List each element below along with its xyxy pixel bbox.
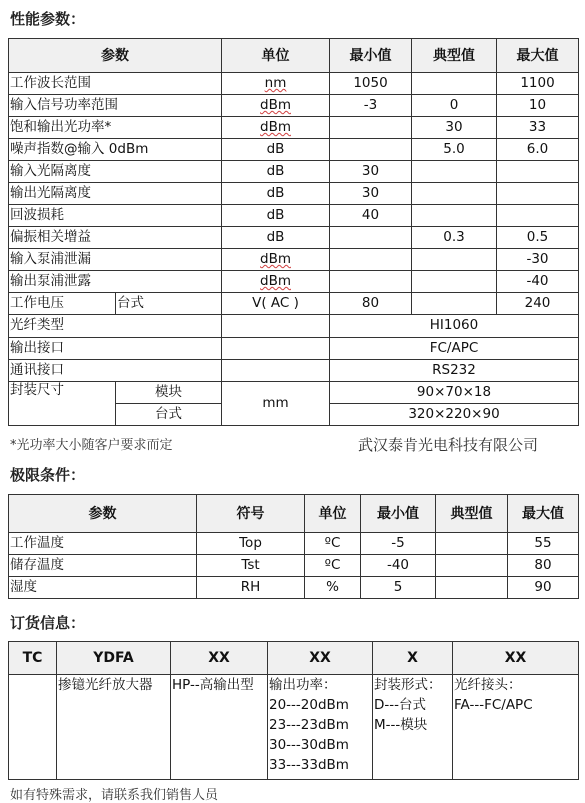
performance-typ: 0 [412,95,497,117]
performance-param: 输入信号功率范围 [9,95,222,117]
performance-param: 回波损耗 [9,205,222,227]
header-min: 最小值 [330,39,412,73]
limits-unit: % [305,577,361,599]
comm-port-row [9,360,579,382]
performance-max: 33 [497,117,579,139]
performance-typ [412,183,497,205]
package-row-module [9,382,579,404]
performance-min [330,227,412,249]
limits-typ [436,577,508,599]
comm-port-value: RS232 [330,360,579,382]
limits-table [8,494,579,599]
ordering-header-row [9,642,579,675]
ordering-line: 33---33dBm [269,757,349,773]
comm-port-param: 通讯接口 [9,360,222,382]
performance-row [9,227,579,249]
fiber-row [9,315,579,338]
limits-typ [436,555,508,577]
ordering-header-tc: TC [9,642,57,675]
limits-min: -5 [361,533,436,555]
package-type-desktop: 台式 [116,404,222,426]
performance-param: 噪声指数@输入 0dBm [9,139,222,161]
limits-row [9,577,579,599]
package-value-module: 90×70×18 [330,382,579,404]
voltage-sub: 台式 [116,293,222,315]
limits-header-max: 最大值 [508,495,579,533]
performance-row [9,95,579,117]
performance-min [330,271,412,293]
ordering-header-x: X [373,642,453,675]
ordering-line: 23---23dBm [269,717,349,733]
performance-typ [412,73,497,95]
ordering-title: 订货信息： [10,614,86,632]
performance-min: 40 [330,205,412,227]
performance-param: 工作波长范围 [9,73,222,95]
performance-max [497,161,579,183]
performance-param: 输入光隔离度 [9,161,222,183]
performance-max: -40 [497,271,579,293]
performance-unit: dB [222,139,330,161]
performance-unit: dB [222,227,330,249]
performance-typ [412,205,497,227]
performance-param: 输入泵浦泄漏 [9,249,222,271]
performance-unit: dBm [222,95,330,117]
ordering-table [8,641,579,780]
output-port-param: 输出接口 [9,338,222,360]
performance-typ [412,161,497,183]
ordering-connector [453,675,579,780]
performance-min: -3 [330,95,412,117]
ordering-package [373,675,453,780]
performance-typ [412,271,497,293]
comm-port-unit [222,360,330,382]
package-value-desktop: 320×220×90 [330,404,579,426]
ordering-header-xx2: XX [268,642,373,675]
performance-param: 输出光隔离度 [9,183,222,205]
performance-min [330,117,412,139]
ordering-note: 如有特殊需求，请联系我们销售人员 [10,788,219,803]
performance-min [330,249,412,271]
limits-symbol: Top [197,533,305,555]
voltage-unit: V( AC ) [222,293,330,315]
limits-min: -40 [361,555,436,577]
fiber-value: HI1060 [330,315,579,338]
performance-typ: 0.3 [412,227,497,249]
performance-typ: 5.0 [412,139,497,161]
ordering-header-ydfa: YDFA [57,642,171,675]
limits-unit: ºC [305,555,361,577]
header-param: 参数 [9,39,222,73]
limits-max: 90 [508,577,579,599]
ordering-line: 封装形式： [374,677,442,693]
performance-max: -30 [497,249,579,271]
power-note: *光功率大小随客户要求而定 [10,438,173,453]
limits-header-unit: 单位 [305,495,361,533]
performance-row [9,73,579,95]
ordering-product: 掺镱光纤放大器 [57,675,171,780]
ordering-header-xx1: XX [171,642,268,675]
performance-typ: 30 [412,117,497,139]
ordering-model: HP--高输出型 [171,675,268,780]
limits-title: 极限条件： [10,466,86,484]
performance-row [9,271,579,293]
performance-row [9,249,579,271]
performance-unit: dB [222,205,330,227]
performance-min: 1050 [330,73,412,95]
voltage-max: 240 [497,293,579,315]
performance-max [497,205,579,227]
performance-row [9,183,579,205]
company-name: 武汉泰肯光电科技有限公司 [358,436,539,454]
performance-unit: dBm [222,271,330,293]
ordering-detail-row [9,675,579,780]
limits-header-symbol: 符号 [197,495,305,533]
limits-row [9,533,579,555]
package-param: 封装尺寸 [9,382,116,426]
ordering-tc-cell [9,675,57,780]
performance-table [8,38,579,426]
limits-max: 80 [508,555,579,577]
performance-max: 0.5 [497,227,579,249]
performance-row [9,161,579,183]
performance-max: 6.0 [497,139,579,161]
ordering-line: 20---20dBm [269,697,349,713]
ordering-line: D---台式 [374,697,427,713]
limits-symbol: RH [197,577,305,599]
performance-unit: dBm [222,117,330,139]
limits-header-row [9,495,579,533]
limits-param: 工作温度 [9,533,197,555]
performance-param: 偏振相关增益 [9,227,222,249]
package-type-module: 模块 [116,382,222,404]
header-max: 最大值 [497,39,579,73]
fiber-unit [222,315,330,338]
performance-typ [412,249,497,271]
performance-unit: dBm [222,249,330,271]
performance-header-row [9,39,579,73]
performance-min: 30 [330,161,412,183]
limits-min: 5 [361,577,436,599]
limits-max: 55 [508,533,579,555]
performance-param: 饱和输出光功率* [9,117,222,139]
voltage-row [9,293,579,315]
performance-unit: nm [222,73,330,95]
performance-min: 30 [330,183,412,205]
performance-row [9,205,579,227]
performance-title: 性能参数： [10,10,86,28]
limits-typ [436,533,508,555]
ordering-line: 光纤接头： [454,677,522,693]
performance-unit: dB [222,183,330,205]
output-port-unit [222,338,330,360]
limits-header-typ: 典型值 [436,495,508,533]
limits-header-min: 最小值 [361,495,436,533]
fiber-param: 光纤类型 [9,315,222,338]
ordering-line: FA---FC/APC [454,697,533,713]
ordering-header-xx3: XX [453,642,579,675]
performance-max: 1100 [497,73,579,95]
limits-param: 湿度 [9,577,197,599]
limits-unit: ºC [305,533,361,555]
performance-row [9,117,579,139]
ordering-line: M---模块 [374,717,428,733]
header-unit: 单位 [222,39,330,73]
performance-max [497,183,579,205]
ordering-power [268,675,373,780]
limits-header-param: 参数 [9,495,197,533]
ordering-line: 输出功率： [269,677,337,693]
performance-min [330,139,412,161]
package-unit: mm [222,382,330,426]
limits-row [9,555,579,577]
limits-symbol: Tst [197,555,305,577]
performance-unit: dB [222,161,330,183]
voltage-min: 80 [330,293,412,315]
limits-param: 储存温度 [9,555,197,577]
ordering-line: 30---30dBm [269,737,349,753]
performance-row [9,139,579,161]
output-port-value: FC/APC [330,338,579,360]
performance-max: 10 [497,95,579,117]
header-typ: 典型值 [412,39,497,73]
output-port-row [9,338,579,360]
voltage-typ [412,293,497,315]
performance-param: 输出泵浦泄露 [9,271,222,293]
voltage-param: 工作电压 [9,293,116,315]
